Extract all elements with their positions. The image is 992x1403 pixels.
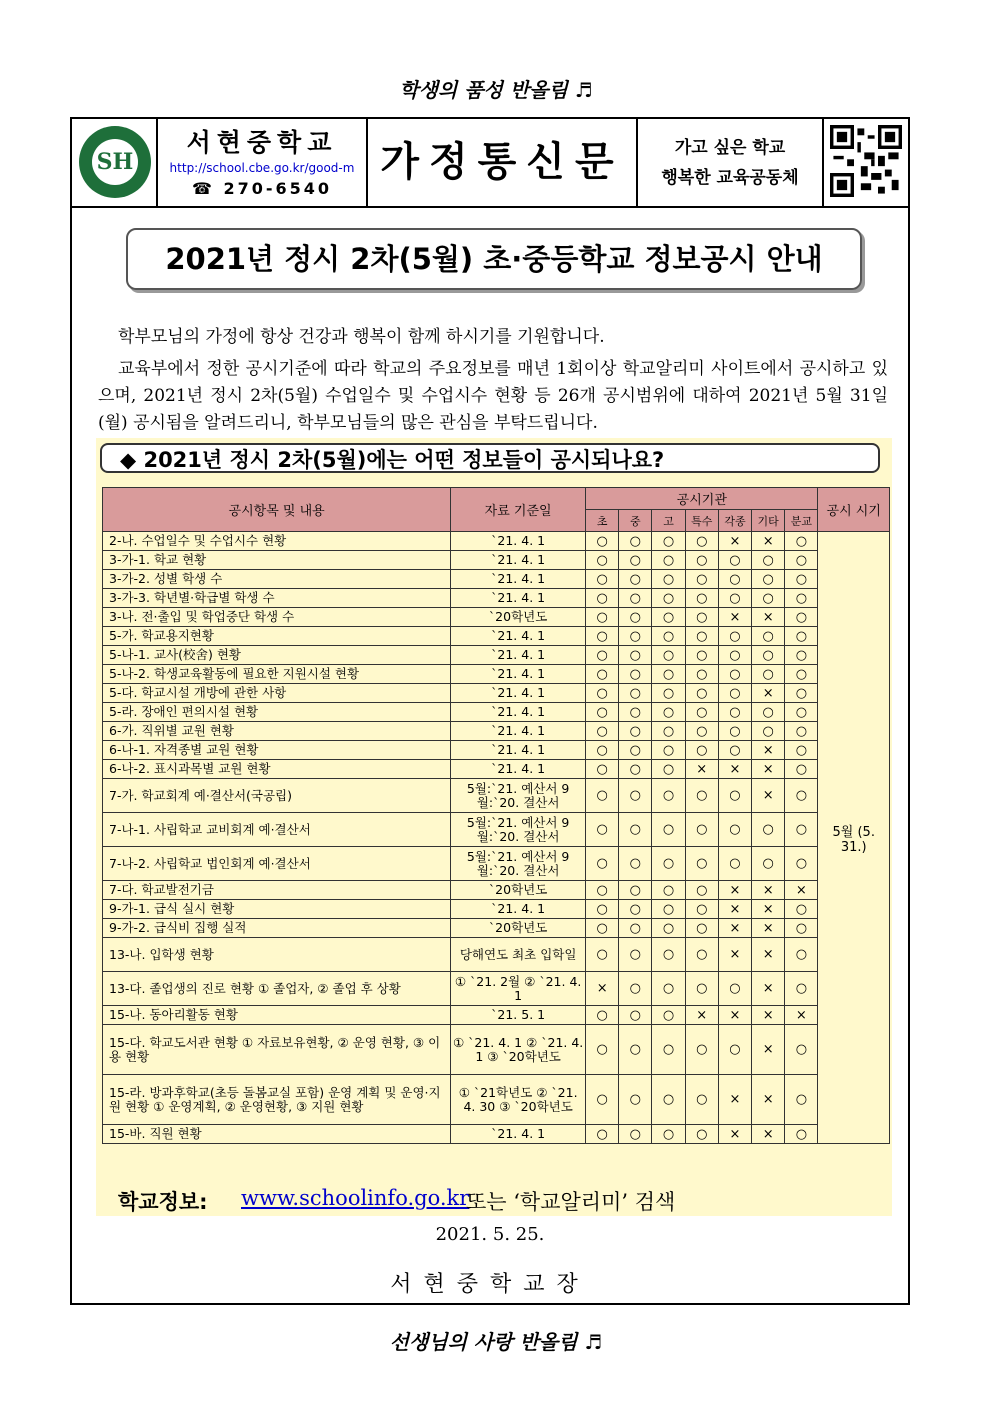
row-mark: ○ xyxy=(652,684,685,703)
row-mark: ○ xyxy=(652,1075,685,1125)
row-mark: ○ xyxy=(718,722,751,741)
row-mark: × xyxy=(752,760,785,779)
row-mark: ○ xyxy=(785,938,818,972)
col-item-header: 공시항목 및 내용 xyxy=(103,488,451,532)
row-item: 3-가-2. 성별 학생 수 xyxy=(103,570,451,589)
row-mark: ○ xyxy=(718,684,751,703)
table-row xyxy=(103,551,890,570)
table-row xyxy=(103,972,890,1006)
row-mark: ○ xyxy=(685,551,718,570)
row-mark: ○ xyxy=(685,847,718,881)
row-date: `21. 4. 1 xyxy=(451,722,586,741)
row-mark: ○ xyxy=(586,589,619,608)
row-mark: ○ xyxy=(652,972,685,1006)
row-mark: ○ xyxy=(586,813,619,847)
row-mark: ○ xyxy=(718,741,751,760)
row-mark: ○ xyxy=(752,551,785,570)
row-mark: ○ xyxy=(785,532,818,551)
row-mark: ○ xyxy=(652,900,685,919)
newsletter-title: 가정통신문 xyxy=(368,119,638,206)
table-row xyxy=(103,741,890,760)
row-mark: ○ xyxy=(652,881,685,900)
row-mark: ○ xyxy=(586,646,619,665)
row-mark: × xyxy=(752,919,785,938)
row-item: 9-가-2. 급식비 집행 실적 xyxy=(103,919,451,938)
row-date: `21. 4. 1 xyxy=(451,741,586,760)
row-mark: × xyxy=(752,1006,785,1025)
row-mark: ○ xyxy=(652,570,685,589)
table-row xyxy=(103,1075,890,1125)
table-row xyxy=(103,1025,890,1075)
row-mark: ○ xyxy=(752,570,785,589)
row-mark: ○ xyxy=(685,722,718,741)
row-date: ① `21학년도 ② `21. 4. 30 ③ `20학년도 xyxy=(451,1075,586,1125)
row-mark: ○ xyxy=(619,741,652,760)
row-mark: ○ xyxy=(685,703,718,722)
row-mark: ○ xyxy=(785,1075,818,1125)
row-mark: × xyxy=(785,1006,818,1025)
row-mark: ○ xyxy=(652,1125,685,1144)
row-mark: ○ xyxy=(785,760,818,779)
table-row xyxy=(103,684,890,703)
row-mark: ○ xyxy=(652,813,685,847)
agency-header: 중 xyxy=(619,510,652,532)
row-mark: × xyxy=(752,881,785,900)
row-mark: ○ xyxy=(619,1125,652,1144)
agency-header: 초 xyxy=(586,510,619,532)
row-mark: × xyxy=(718,919,751,938)
row-mark: ○ xyxy=(586,1025,619,1075)
row-mark: ○ xyxy=(586,900,619,919)
greeting-text: 학부모님의 가정에 항상 건강과 행복이 함께 하시기를 기원합니다. xyxy=(118,327,605,347)
school-logo xyxy=(72,119,158,206)
issue-date: 2021. 5. 25. xyxy=(435,1224,545,1245)
row-mark: ○ xyxy=(685,779,718,813)
row-mark: ○ xyxy=(652,938,685,972)
row-mark: ○ xyxy=(685,919,718,938)
row-item: 5-라. 장애인 편의시설 현황 xyxy=(103,703,451,722)
row-mark: ○ xyxy=(586,608,619,627)
row-mark: × xyxy=(718,1125,751,1144)
row-mark: ○ xyxy=(586,665,619,684)
row-mark: ○ xyxy=(685,684,718,703)
row-mark: × xyxy=(752,779,785,813)
row-mark: ○ xyxy=(785,1125,818,1144)
table-row xyxy=(103,703,890,722)
row-date: ① `21. 4. 1 ② `21. 4. 1 ③ `20학년도 xyxy=(451,1025,586,1075)
row-mark: ○ xyxy=(685,972,718,1006)
footer-rest: 또는 ‘학교알리미’ 검색 xyxy=(466,1190,676,1214)
row-mark: ○ xyxy=(785,779,818,813)
row-mark: × xyxy=(752,938,785,972)
row-mark: ○ xyxy=(619,570,652,589)
school-motto xyxy=(638,119,824,206)
row-mark: ○ xyxy=(752,847,785,881)
row-mark: ○ xyxy=(718,627,751,646)
table-row xyxy=(103,608,890,627)
row-date: `21. 4. 1 xyxy=(451,665,586,684)
disclosure-table xyxy=(102,487,890,1144)
row-mark: ○ xyxy=(652,627,685,646)
row-item: 15-나. 동아리활동 현황 xyxy=(103,1006,451,1025)
row-mark: ○ xyxy=(785,1025,818,1075)
row-mark: × xyxy=(752,1075,785,1125)
table-row xyxy=(103,779,890,813)
row-mark: ○ xyxy=(652,589,685,608)
table-row xyxy=(103,938,890,972)
row-mark: ○ xyxy=(586,760,619,779)
row-mark: ○ xyxy=(752,722,785,741)
row-mark: ○ xyxy=(652,532,685,551)
row-mark: ○ xyxy=(619,703,652,722)
row-mark: ○ xyxy=(685,1075,718,1125)
row-mark: ○ xyxy=(785,646,818,665)
row-mark: ○ xyxy=(619,551,652,570)
row-mark: ○ xyxy=(586,1006,619,1025)
row-mark: ○ xyxy=(586,919,619,938)
row-mark: ○ xyxy=(619,532,652,551)
row-mark: ○ xyxy=(619,760,652,779)
row-mark: × xyxy=(718,608,751,627)
question-heading: ◆ 2021년 정시 2차(5월)에는 어떤 정보들이 공시되나요? xyxy=(100,443,880,473)
row-mark: ○ xyxy=(718,1025,751,1075)
row-mark: ○ xyxy=(619,1006,652,1025)
row-mark: ○ xyxy=(685,881,718,900)
row-mark: × xyxy=(752,972,785,1006)
motto-line2: 행복한 교육공동체 xyxy=(661,168,799,188)
row-date: `21. 4. 1 xyxy=(451,627,586,646)
row-mark: ○ xyxy=(785,813,818,847)
row-mark: ○ xyxy=(652,646,685,665)
table-row xyxy=(103,813,890,847)
row-mark: × xyxy=(785,881,818,900)
row-mark: ○ xyxy=(685,1125,718,1144)
row-mark: ○ xyxy=(785,551,818,570)
row-mark: ○ xyxy=(586,938,619,972)
row-date: `21. 4. 1 xyxy=(451,703,586,722)
table-row xyxy=(103,900,890,919)
row-mark: × xyxy=(752,900,785,919)
row-mark: ○ xyxy=(586,532,619,551)
row-mark: ○ xyxy=(619,646,652,665)
row-date: `21. 4. 1 xyxy=(451,1125,586,1144)
row-item: 13-나. 입학생 현황 xyxy=(103,938,451,972)
row-mark: ○ xyxy=(652,779,685,813)
row-mark: ○ xyxy=(586,881,619,900)
row-mark: ○ xyxy=(718,589,751,608)
row-mark: ○ xyxy=(652,551,685,570)
header xyxy=(72,119,908,208)
row-mark: ○ xyxy=(685,665,718,684)
motto-line1: 가고 싶은 학교 xyxy=(674,138,786,158)
row-mark: ○ xyxy=(685,938,718,972)
row-item: 15-라. 방과후학교(초등 돌봄교실 포함) 운영 계획 및 운영·지원 현황 ① 운영계획, ② 운영현황, ③ 지원 현황 xyxy=(103,1075,451,1125)
row-mark: ○ xyxy=(718,779,751,813)
row-date: `21. 4. 1 xyxy=(451,532,586,551)
row-mark: × xyxy=(752,741,785,760)
table-row xyxy=(103,722,890,741)
row-item: 7-다. 학교발전기금 xyxy=(103,881,451,900)
row-mark: ○ xyxy=(718,813,751,847)
row-mark: ○ xyxy=(785,570,818,589)
row-mark: ○ xyxy=(652,919,685,938)
row-mark: ○ xyxy=(619,813,652,847)
row-mark: × xyxy=(752,532,785,551)
row-mark: ○ xyxy=(685,589,718,608)
row-mark: ○ xyxy=(785,589,818,608)
table-row xyxy=(103,646,890,665)
row-mark: ○ xyxy=(619,972,652,1006)
row-item: 3-가-1. 학교 현황 xyxy=(103,551,451,570)
row-mark: ○ xyxy=(619,900,652,919)
col-agency-header: 공시기관 xyxy=(586,488,818,510)
row-mark: ○ xyxy=(752,646,785,665)
top-slogan: 학생의 품성 반올림 ♬ xyxy=(399,78,593,102)
row-mark: ○ xyxy=(752,665,785,684)
row-mark: × xyxy=(718,938,751,972)
row-mark: ○ xyxy=(652,703,685,722)
row-date: 5월:`21. 예산서 9월:`20. 결산서 xyxy=(451,813,586,847)
school-info xyxy=(158,119,368,206)
col-timing-header: 공시 시기 xyxy=(818,488,890,532)
row-mark: ○ xyxy=(619,589,652,608)
row-item: 15-바. 직원 현황 xyxy=(103,1125,451,1144)
col-date-header: 자료 기준일 xyxy=(451,488,586,532)
table-row xyxy=(103,1125,890,1144)
timing-value: 5월 (5. 31.) xyxy=(818,532,890,1144)
row-mark: ○ xyxy=(685,1025,718,1075)
row-mark: × xyxy=(752,1125,785,1144)
row-mark: ○ xyxy=(586,703,619,722)
agency-header: 특수 xyxy=(685,510,718,532)
row-mark: ○ xyxy=(619,938,652,972)
row-mark: ○ xyxy=(718,972,751,1006)
row-item: 9-가-1. 급식 실시 현황 xyxy=(103,900,451,919)
row-mark: ○ xyxy=(785,919,818,938)
school-phone: ☎ 270-6540 xyxy=(191,179,333,198)
row-mark: ○ xyxy=(752,813,785,847)
row-item: 5-나-1. 교사(校舍) 현황 xyxy=(103,646,451,665)
row-mark: ○ xyxy=(752,589,785,608)
row-mark: ○ xyxy=(718,847,751,881)
row-mark: ○ xyxy=(785,900,818,919)
row-item: 13-다. 졸업생의 진로 현황 ① 졸업자, ② 졸업 후 상황 xyxy=(103,972,451,1006)
row-mark: ○ xyxy=(652,741,685,760)
agency-header: 고 xyxy=(652,510,685,532)
bottom-slogan: 선생님의 사랑 반올림 ♬ xyxy=(389,1330,603,1354)
table-row xyxy=(103,1006,890,1025)
row-mark: ○ xyxy=(785,722,818,741)
row-date: `20학년도 xyxy=(451,881,586,900)
table-row xyxy=(103,627,890,646)
row-mark: ○ xyxy=(619,1025,652,1075)
row-mark: ○ xyxy=(785,608,818,627)
row-item: 6-나-1. 자격종별 교원 현황 xyxy=(103,741,451,760)
row-mark: ○ xyxy=(685,646,718,665)
row-mark: ○ xyxy=(685,627,718,646)
row-mark: ○ xyxy=(785,627,818,646)
row-mark: × xyxy=(752,608,785,627)
row-date: `21. 4. 1 xyxy=(451,589,586,608)
row-item: 6-가. 직위별 교원 현황 xyxy=(103,722,451,741)
row-mark: ○ xyxy=(586,1125,619,1144)
row-mark: ○ xyxy=(685,741,718,760)
row-mark: × xyxy=(718,532,751,551)
row-mark: ○ xyxy=(619,627,652,646)
row-date: `21. 4. 1 xyxy=(451,900,586,919)
table-row xyxy=(103,570,890,589)
row-item: 6-나-2. 표시과목별 교원 현황 xyxy=(103,760,451,779)
row-item: 15-다. 학교도서관 현황 ① 자료보유현황, ② 운영 현황, ③ 이용 현황 xyxy=(103,1025,451,1075)
row-item: 2-나. 수업일수 및 수업시수 현황 xyxy=(103,532,451,551)
table-row xyxy=(103,919,890,938)
row-mark: ○ xyxy=(718,570,751,589)
row-mark: × xyxy=(718,1006,751,1025)
table-row xyxy=(103,881,890,900)
footer-line xyxy=(96,1186,892,1216)
page-title: 2021년 정시 2차(5월) 초·중등학교 정보공시 안내 xyxy=(126,228,862,290)
qr-code[interactable] xyxy=(824,119,908,206)
row-mark: ○ xyxy=(718,703,751,722)
row-mark: × xyxy=(718,1075,751,1125)
row-mark: ○ xyxy=(586,551,619,570)
row-date: `21. 4. 1 xyxy=(451,684,586,703)
row-mark: × xyxy=(718,760,751,779)
row-mark: ○ xyxy=(619,1075,652,1125)
row-mark: ○ xyxy=(586,847,619,881)
row-mark: ○ xyxy=(619,881,652,900)
table-row xyxy=(103,760,890,779)
agency-header: 기타 xyxy=(752,510,785,532)
row-mark: ○ xyxy=(652,665,685,684)
row-mark: ○ xyxy=(619,779,652,813)
row-mark: × xyxy=(752,1025,785,1075)
row-item: 7-나-1. 사립학교 교비회계 예·결산서 xyxy=(103,813,451,847)
row-date: `21. 4. 1 xyxy=(451,646,586,665)
row-mark: ○ xyxy=(785,665,818,684)
row-mark: ○ xyxy=(619,608,652,627)
row-mark: ○ xyxy=(586,570,619,589)
row-mark: × xyxy=(718,881,751,900)
row-mark: × xyxy=(586,972,619,1006)
row-mark: ○ xyxy=(785,703,818,722)
row-item: 3-나. 전·출입 및 학업중단 학생 수 xyxy=(103,608,451,627)
row-mark: × xyxy=(752,684,785,703)
row-mark: ○ xyxy=(785,741,818,760)
newsletter-frame xyxy=(70,117,910,1305)
school-url[interactable]: http://school.cbe.go.kr/good-m xyxy=(169,161,355,175)
table-row xyxy=(103,532,890,551)
qr-code-icon xyxy=(830,125,902,197)
row-mark: × xyxy=(718,900,751,919)
row-item: 5-가. 학교용지현황 xyxy=(103,627,451,646)
schoolinfo-link[interactable]: www.schoolinfo.go.kr xyxy=(241,1186,470,1210)
row-date: `20학년도 xyxy=(451,919,586,938)
row-date: `21. 4. 1 xyxy=(451,760,586,779)
row-date: 당해연도 최초 입학일 xyxy=(451,938,586,972)
row-item: 3-가-3. 학년별·학급별 학생 수 xyxy=(103,589,451,608)
row-mark: ○ xyxy=(652,760,685,779)
school-name: 서현중학교 xyxy=(186,128,338,157)
table-row xyxy=(103,665,890,684)
agency-header: 분교 xyxy=(785,510,818,532)
table-row xyxy=(103,589,890,608)
row-date: `21. 5. 1 xyxy=(451,1006,586,1025)
row-mark: ○ xyxy=(685,900,718,919)
row-date: `21. 4. 1 xyxy=(451,570,586,589)
row-mark: ○ xyxy=(619,919,652,938)
row-mark: × xyxy=(685,1006,718,1025)
principal-signature: 서현중학교장 xyxy=(390,1272,590,1297)
row-date: 5월:`21. 예산서 9월:`20. 결산서 xyxy=(451,847,586,881)
row-mark: ○ xyxy=(586,684,619,703)
row-item: 5-나-2. 학생교육활동에 필요한 지원시설 현황 xyxy=(103,665,451,684)
row-mark: ○ xyxy=(685,813,718,847)
row-mark: × xyxy=(685,760,718,779)
footer-label: 학교정보: xyxy=(118,1190,208,1214)
row-mark: ○ xyxy=(619,684,652,703)
row-mark: ○ xyxy=(785,972,818,1006)
row-date: `20학년도 xyxy=(451,608,586,627)
row-mark: ○ xyxy=(586,722,619,741)
row-mark: ○ xyxy=(718,646,751,665)
row-date: 5월:`21. 예산서 9월:`20. 결산서 xyxy=(451,779,586,813)
row-mark: ○ xyxy=(586,741,619,760)
row-item: 7-가. 학교회계 예·결산서(국공립) xyxy=(103,779,451,813)
row-date: `21. 4. 1 xyxy=(451,551,586,570)
row-mark: ○ xyxy=(652,1025,685,1075)
row-mark: ○ xyxy=(586,627,619,646)
row-mark: ○ xyxy=(685,608,718,627)
row-mark: ○ xyxy=(752,703,785,722)
row-mark: ○ xyxy=(619,722,652,741)
agency-header: 각종 xyxy=(718,510,751,532)
row-mark: ○ xyxy=(685,570,718,589)
row-mark: ○ xyxy=(718,665,751,684)
row-mark: ○ xyxy=(619,665,652,684)
row-item: 7-나-2. 사립학교 법인회계 예·결산서 xyxy=(103,847,451,881)
body-text: 교육부에서 정한 공시기준에 따라 학교의 주요정보를 매년 1회이상 학교알리미 사이트에서 공시하고 있으며, 2021년 정시 2차(5월) 수업일수 및 수업시수 현황 등 26개 공시범위에 대하여 2021년 5월 31일(월) 공시됨을 알려드리니, 학부모님들의 많은 관심을 부탁드립니다. xyxy=(98,359,888,433)
row-mark: ○ xyxy=(685,532,718,551)
row-mark: ○ xyxy=(652,1006,685,1025)
table-row xyxy=(103,847,890,881)
row-mark: ○ xyxy=(752,627,785,646)
row-mark: ○ xyxy=(785,684,818,703)
row-mark: ○ xyxy=(586,1075,619,1125)
row-date: ① `21. 2월 ② `21. 4. 1 xyxy=(451,972,586,1006)
row-item: 5-다. 학교시설 개방에 관한 사항 xyxy=(103,684,451,703)
row-mark: ○ xyxy=(652,847,685,881)
row-mark: ○ xyxy=(652,722,685,741)
row-mark: ○ xyxy=(785,847,818,881)
row-mark: ○ xyxy=(619,847,652,881)
row-mark: ○ xyxy=(586,779,619,813)
row-mark: ○ xyxy=(652,608,685,627)
row-mark: ○ xyxy=(718,551,751,570)
logo-letters: SH xyxy=(96,149,134,175)
